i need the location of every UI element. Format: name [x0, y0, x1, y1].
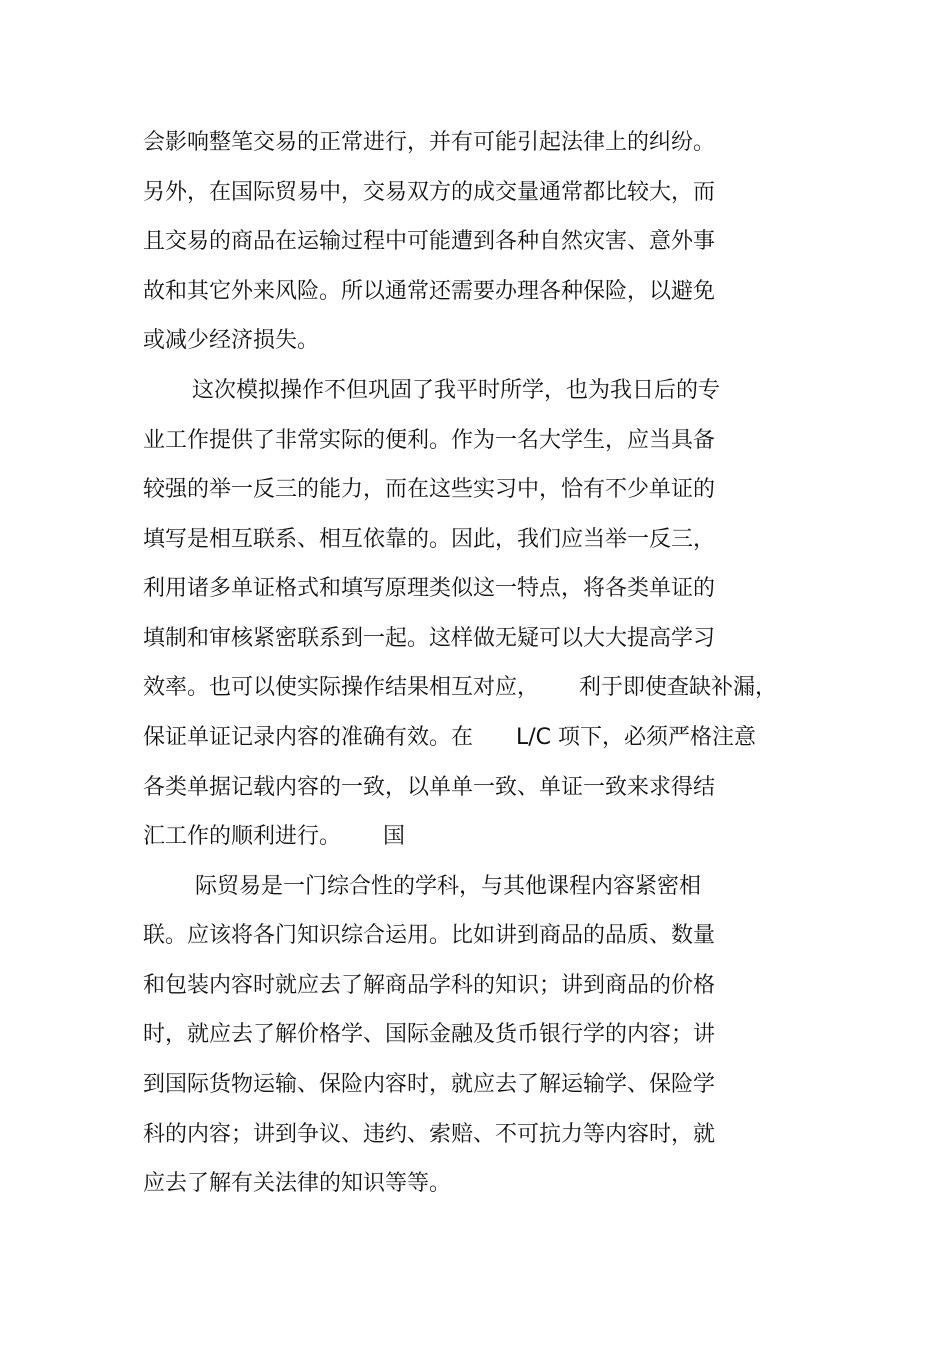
text-line-20: 到国际货物运输、保险内容时，就应去了解运输学、保险学 [143, 1072, 716, 1097]
text-line-21: 科的内容；讲到争议、违约、索赔、不可抗力等内容时，就 [143, 1122, 716, 1147]
text-line-13-part-1: 保证单证记录内容的准确有效。在 [143, 725, 474, 750]
text-line-1: 会影响整笔交易的正常进行，并有可能引起法律上的纠纷。 [143, 130, 716, 155]
text-line-12-part-1: 效率。也可以使实际操作结果相互对应， [143, 675, 540, 700]
text-line-17: 联。应该将各门知识综合运用。比如讲到商品的品质、数量 [143, 923, 716, 948]
text-line-11: 填制和审核紧密联系到一起。这样做无疑可以大大提高学习 [143, 626, 716, 651]
paragraph-2-first-line: 这次模拟操作不但巩固了我平时所学，也为我日后的专 [192, 378, 721, 403]
text-line-18: 和包装内容时就应去了解商品学科的知识；讲到商品的价格 [143, 973, 716, 998]
text-line-2: 另外，在国际贸易中，交易双方的成交量通常都比较大，而 [143, 180, 716, 205]
text-line-5: 或减少经济损失。 [143, 328, 320, 353]
text-line-22: 应去了解有关法律的知识等等。 [143, 1171, 452, 1196]
text-line-15 [143, 822, 405, 852]
text-line-12-part-2: 利于即使查缺补漏， [579, 675, 778, 700]
text-line-3: 且交易的商品在运输过程中可能遭到各种自然灾害、意外事 [143, 229, 716, 254]
text-line-15-part-1: 汇工作的顺利进行。 [143, 824, 342, 849]
text-line-4: 故和其它外来风险。所以通常还需要办理各种保险，以避免 [143, 279, 716, 304]
text-line-10: 利用诸多单证格式和填写原理类似这一特点，将各类单证的 [143, 576, 716, 601]
text-line-13 [143, 723, 756, 753]
text-line-15-part-2: 国 [383, 824, 406, 849]
text-line-14: 各类单据记载内容的一致，以单单一致、单证一致来求得结 [143, 775, 716, 800]
paragraph-3-first-line: 际贸易是一门综合性的学科，与其他课程内容紧密相 [195, 874, 702, 899]
text-line-9: 填写是相互联系、相互依靠的。因此，我们应当举一反三， [143, 527, 716, 552]
text-line-13-part-2: L/C 项下，必须严格注意 [516, 725, 757, 750]
text-line-8: 较强的举一反三的能力，而在这些实习中，恰有不少单证的 [143, 477, 716, 502]
text-line-12 [143, 673, 777, 703]
text-line-19: 时，就应去了解价格学、国际金融及货币银行学的内容；讲 [143, 1022, 716, 1047]
text-line-7: 业工作提供了非常实际的便利。作为一名大学生，应当具备 [143, 428, 716, 453]
